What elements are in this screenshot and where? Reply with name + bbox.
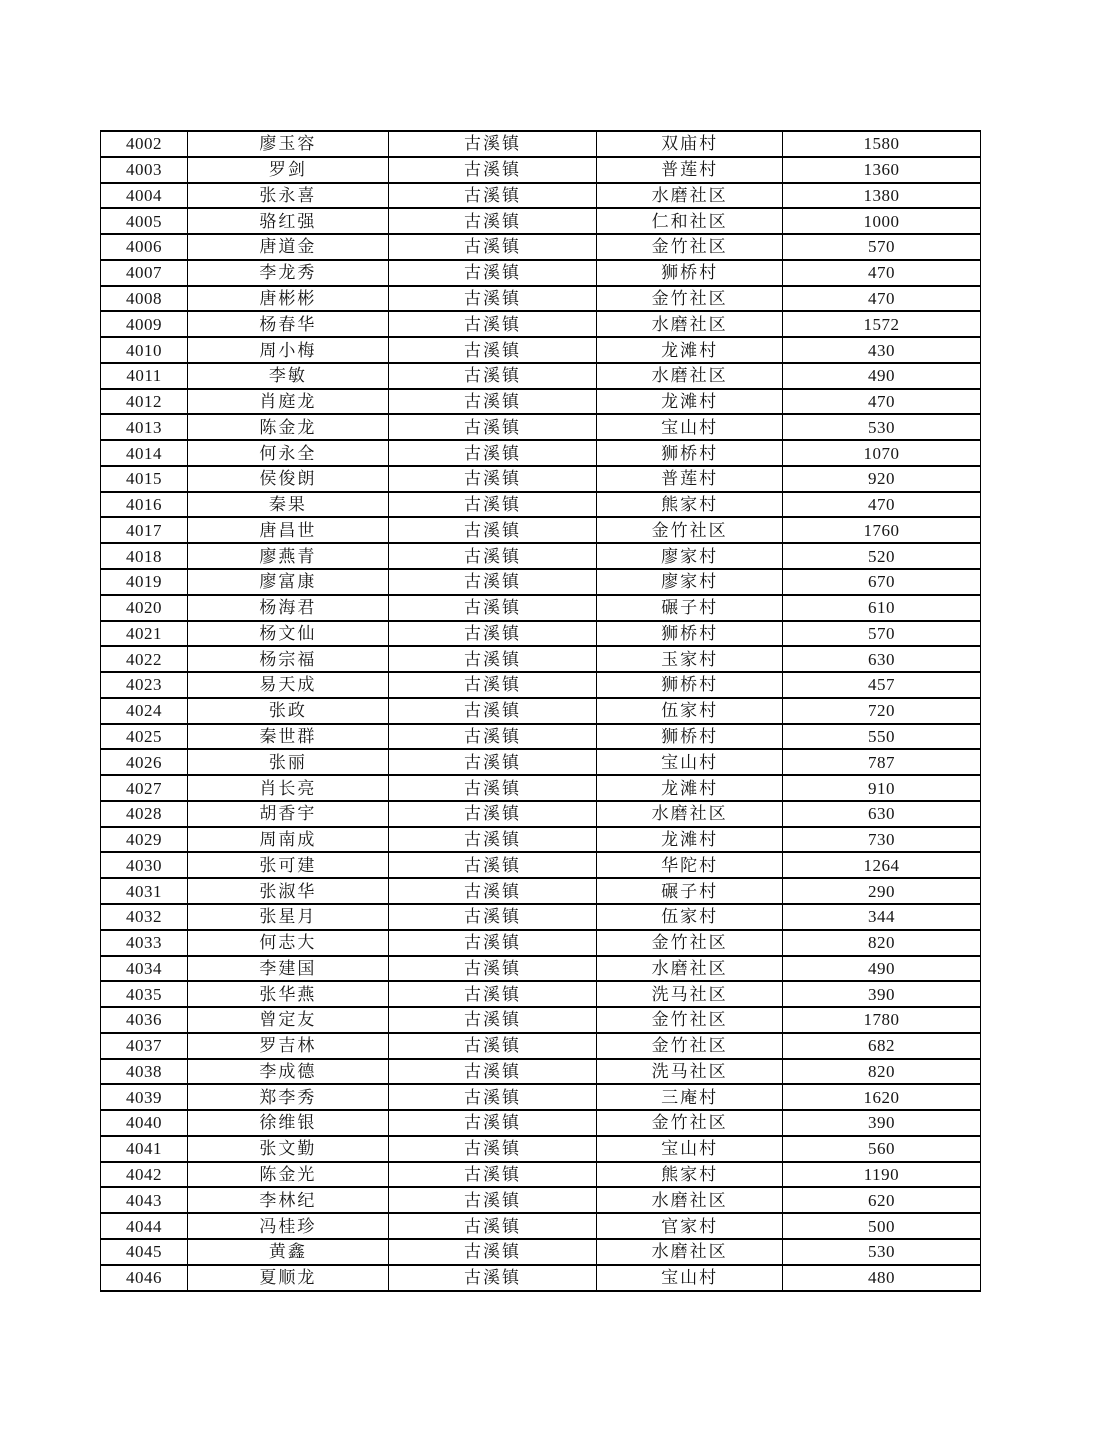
cell-village: 廖家村 bbox=[597, 569, 783, 595]
cell-id: 4004 bbox=[101, 183, 188, 209]
cell-village: 水磨社区 bbox=[597, 363, 783, 389]
cell-id: 4026 bbox=[101, 749, 188, 775]
table-row bbox=[101, 904, 981, 930]
cell-id: 4033 bbox=[101, 930, 188, 956]
table-row bbox=[101, 234, 981, 260]
cell-amount: 490 bbox=[782, 363, 980, 389]
cell-village: 金竹社区 bbox=[597, 234, 783, 260]
cell-name: 罗吉林 bbox=[188, 1033, 389, 1059]
cell-village: 华陀村 bbox=[597, 852, 783, 878]
cell-id: 4043 bbox=[101, 1187, 188, 1213]
cell-name: 冯桂珍 bbox=[188, 1213, 389, 1239]
cell-id: 4044 bbox=[101, 1213, 188, 1239]
cell-village: 水磨社区 bbox=[597, 956, 783, 982]
table-row bbox=[101, 1162, 981, 1188]
cell-name: 陈金龙 bbox=[188, 414, 389, 440]
cell-name: 杨文仙 bbox=[188, 621, 389, 647]
cell-village: 水磨社区 bbox=[597, 311, 783, 337]
cell-village: 普莲村 bbox=[597, 157, 783, 183]
table-row bbox=[101, 930, 981, 956]
cell-village: 狮桥村 bbox=[597, 440, 783, 466]
cell-village: 狮桥村 bbox=[597, 672, 783, 698]
cell-village: 水磨社区 bbox=[597, 183, 783, 209]
table-row bbox=[101, 878, 981, 904]
cell-amount: 1000 bbox=[782, 208, 980, 234]
cell-id: 4045 bbox=[101, 1239, 188, 1265]
cell-name: 秦果 bbox=[188, 492, 389, 518]
cell-name: 杨海君 bbox=[188, 595, 389, 621]
cell-amount: 630 bbox=[782, 801, 980, 827]
table-row bbox=[101, 1059, 981, 1085]
cell-name: 唐道金 bbox=[188, 234, 389, 260]
cell-town: 古溪镇 bbox=[388, 698, 597, 724]
table-row bbox=[101, 286, 981, 312]
cell-village: 龙滩村 bbox=[597, 827, 783, 853]
cell-name: 骆红强 bbox=[188, 208, 389, 234]
cell-amount: 820 bbox=[782, 930, 980, 956]
cell-amount: 720 bbox=[782, 698, 980, 724]
cell-town: 古溪镇 bbox=[388, 749, 597, 775]
table-row bbox=[101, 852, 981, 878]
cell-name: 秦世群 bbox=[188, 724, 389, 750]
cell-town: 古溪镇 bbox=[388, 724, 597, 750]
cell-name: 李林纪 bbox=[188, 1187, 389, 1213]
table-row bbox=[101, 569, 981, 595]
table-row bbox=[101, 698, 981, 724]
cell-id: 4046 bbox=[101, 1265, 188, 1291]
cell-town: 古溪镇 bbox=[388, 517, 597, 543]
cell-town: 古溪镇 bbox=[388, 852, 597, 878]
cell-amount: 1760 bbox=[782, 517, 980, 543]
table-row bbox=[101, 724, 981, 750]
cell-town: 古溪镇 bbox=[388, 1007, 597, 1033]
cell-id: 4011 bbox=[101, 363, 188, 389]
table-row bbox=[101, 492, 981, 518]
cell-name: 唐昌世 bbox=[188, 517, 389, 543]
table-row bbox=[101, 646, 981, 672]
cell-name: 罗剑 bbox=[188, 157, 389, 183]
cell-village: 狮桥村 bbox=[597, 621, 783, 647]
cell-village: 宝山村 bbox=[597, 414, 783, 440]
cell-amount: 390 bbox=[782, 981, 980, 1007]
cell-village: 水磨社区 bbox=[597, 801, 783, 827]
cell-town: 古溪镇 bbox=[388, 1059, 597, 1085]
cell-village: 金竹社区 bbox=[597, 517, 783, 543]
cell-id: 4006 bbox=[101, 234, 188, 260]
cell-name: 张文勤 bbox=[188, 1136, 389, 1162]
cell-name: 廖玉容 bbox=[188, 131, 389, 157]
cell-name: 杨春华 bbox=[188, 311, 389, 337]
cell-id: 4017 bbox=[101, 517, 188, 543]
cell-amount: 730 bbox=[782, 827, 980, 853]
cell-amount: 430 bbox=[782, 337, 980, 363]
table-row bbox=[101, 595, 981, 621]
cell-village: 伍家村 bbox=[597, 904, 783, 930]
cell-id: 4016 bbox=[101, 492, 188, 518]
cell-amount: 470 bbox=[782, 286, 980, 312]
cell-amount: 1360 bbox=[782, 157, 980, 183]
cell-id: 4002 bbox=[101, 131, 188, 157]
cell-id: 4035 bbox=[101, 981, 188, 1007]
cell-town: 古溪镇 bbox=[388, 1033, 597, 1059]
cell-amount: 610 bbox=[782, 595, 980, 621]
cell-village: 碾子村 bbox=[597, 878, 783, 904]
cell-id: 4038 bbox=[101, 1059, 188, 1085]
cell-name: 郑李秀 bbox=[188, 1084, 389, 1110]
cell-amount: 480 bbox=[782, 1265, 980, 1291]
cell-town: 古溪镇 bbox=[388, 286, 597, 312]
cell-id: 4031 bbox=[101, 878, 188, 904]
table-row bbox=[101, 1213, 981, 1239]
cell-town: 古溪镇 bbox=[388, 595, 597, 621]
cell-id: 4020 bbox=[101, 595, 188, 621]
cell-id: 4010 bbox=[101, 337, 188, 363]
cell-town: 古溪镇 bbox=[388, 569, 597, 595]
cell-id: 4007 bbox=[101, 260, 188, 286]
cell-village: 熊家村 bbox=[597, 1162, 783, 1188]
cell-town: 古溪镇 bbox=[388, 827, 597, 853]
cell-amount: 570 bbox=[782, 234, 980, 260]
cell-amount: 390 bbox=[782, 1110, 980, 1136]
cell-id: 4029 bbox=[101, 827, 188, 853]
table-row bbox=[101, 517, 981, 543]
cell-village: 龙滩村 bbox=[597, 775, 783, 801]
cell-id: 4041 bbox=[101, 1136, 188, 1162]
cell-name: 何志大 bbox=[188, 930, 389, 956]
cell-town: 古溪镇 bbox=[388, 311, 597, 337]
cell-name: 李龙秀 bbox=[188, 260, 389, 286]
cell-town: 古溪镇 bbox=[388, 363, 597, 389]
cell-village: 宝山村 bbox=[597, 1265, 783, 1291]
cell-id: 4005 bbox=[101, 208, 188, 234]
cell-name: 张政 bbox=[188, 698, 389, 724]
cell-amount: 457 bbox=[782, 672, 980, 698]
cell-town: 古溪镇 bbox=[388, 775, 597, 801]
table-row bbox=[101, 363, 981, 389]
cell-amount: 1264 bbox=[782, 852, 980, 878]
cell-amount: 470 bbox=[782, 389, 980, 415]
cell-name: 李建国 bbox=[188, 956, 389, 982]
cell-amount: 630 bbox=[782, 646, 980, 672]
cell-name: 肖庭龙 bbox=[188, 389, 389, 415]
cell-town: 古溪镇 bbox=[388, 183, 597, 209]
table-row bbox=[101, 1136, 981, 1162]
cell-village: 官家村 bbox=[597, 1213, 783, 1239]
cell-id: 4024 bbox=[101, 698, 188, 724]
cell-name: 何永全 bbox=[188, 440, 389, 466]
cell-id: 4034 bbox=[101, 956, 188, 982]
cell-village: 狮桥村 bbox=[597, 724, 783, 750]
cell-id: 4030 bbox=[101, 852, 188, 878]
table-row bbox=[101, 621, 981, 647]
cell-town: 古溪镇 bbox=[388, 260, 597, 286]
table-row bbox=[101, 672, 981, 698]
cell-town: 古溪镇 bbox=[388, 440, 597, 466]
cell-village: 三庵村 bbox=[597, 1084, 783, 1110]
cell-amount: 550 bbox=[782, 724, 980, 750]
cell-id: 4023 bbox=[101, 672, 188, 698]
cell-amount: 910 bbox=[782, 775, 980, 801]
cell-town: 古溪镇 bbox=[388, 1213, 597, 1239]
cell-town: 古溪镇 bbox=[388, 466, 597, 492]
cell-name: 张可建 bbox=[188, 852, 389, 878]
table-row bbox=[101, 337, 981, 363]
cell-id: 4019 bbox=[101, 569, 188, 595]
cell-town: 古溪镇 bbox=[388, 1084, 597, 1110]
table-row bbox=[101, 801, 981, 827]
cell-name: 黄鑫 bbox=[188, 1239, 389, 1265]
table-row bbox=[101, 1007, 981, 1033]
table-row bbox=[101, 1239, 981, 1265]
cell-id: 4028 bbox=[101, 801, 188, 827]
cell-id: 4037 bbox=[101, 1033, 188, 1059]
cell-id: 4032 bbox=[101, 904, 188, 930]
cell-id: 4012 bbox=[101, 389, 188, 415]
cell-village: 金竹社区 bbox=[597, 930, 783, 956]
cell-name: 张淑华 bbox=[188, 878, 389, 904]
cell-name: 张丽 bbox=[188, 749, 389, 775]
cell-id: 4027 bbox=[101, 775, 188, 801]
table-row bbox=[101, 389, 981, 415]
cell-amount: 620 bbox=[782, 1187, 980, 1213]
cell-amount: 470 bbox=[782, 260, 980, 286]
cell-town: 古溪镇 bbox=[388, 981, 597, 1007]
cell-amount: 920 bbox=[782, 466, 980, 492]
cell-town: 古溪镇 bbox=[388, 801, 597, 827]
table-row bbox=[101, 1084, 981, 1110]
cell-amount: 1380 bbox=[782, 183, 980, 209]
cell-village: 洗马社区 bbox=[597, 981, 783, 1007]
cell-village: 水磨社区 bbox=[597, 1239, 783, 1265]
cell-village: 龙滩村 bbox=[597, 389, 783, 415]
cell-id: 4015 bbox=[101, 466, 188, 492]
cell-name: 侯俊朗 bbox=[188, 466, 389, 492]
table-row bbox=[101, 414, 981, 440]
cell-town: 古溪镇 bbox=[388, 930, 597, 956]
cell-village: 双庙村 bbox=[597, 131, 783, 157]
cell-town: 古溪镇 bbox=[388, 1265, 597, 1291]
table-row bbox=[101, 749, 981, 775]
cell-town: 古溪镇 bbox=[388, 543, 597, 569]
cell-amount: 290 bbox=[782, 878, 980, 904]
cell-town: 古溪镇 bbox=[388, 621, 597, 647]
table-row bbox=[101, 1110, 981, 1136]
cell-id: 4036 bbox=[101, 1007, 188, 1033]
cell-id: 4040 bbox=[101, 1110, 188, 1136]
cell-village: 洗马社区 bbox=[597, 1059, 783, 1085]
cell-name: 徐维银 bbox=[188, 1110, 389, 1136]
table-row bbox=[101, 775, 981, 801]
cell-amount: 560 bbox=[782, 1136, 980, 1162]
cell-village: 金竹社区 bbox=[597, 1033, 783, 1059]
cell-amount: 344 bbox=[782, 904, 980, 930]
cell-town: 古溪镇 bbox=[388, 1187, 597, 1213]
cell-amount: 470 bbox=[782, 492, 980, 518]
cell-village: 廖家村 bbox=[597, 543, 783, 569]
cell-amount: 820 bbox=[782, 1059, 980, 1085]
cell-town: 古溪镇 bbox=[388, 1110, 597, 1136]
cell-village: 普莲村 bbox=[597, 466, 783, 492]
cell-village: 金竹社区 bbox=[597, 286, 783, 312]
cell-amount: 787 bbox=[782, 749, 980, 775]
cell-name: 夏顺龙 bbox=[188, 1265, 389, 1291]
cell-town: 古溪镇 bbox=[388, 389, 597, 415]
cell-town: 古溪镇 bbox=[388, 1239, 597, 1265]
cell-town: 古溪镇 bbox=[388, 904, 597, 930]
cell-amount: 570 bbox=[782, 621, 980, 647]
cell-town: 古溪镇 bbox=[388, 672, 597, 698]
table-row bbox=[101, 260, 981, 286]
cell-name: 杨宗福 bbox=[188, 646, 389, 672]
cell-name: 张星月 bbox=[188, 904, 389, 930]
table-row bbox=[101, 1187, 981, 1213]
table-row bbox=[101, 440, 981, 466]
cell-village: 宝山村 bbox=[597, 749, 783, 775]
cell-amount: 1572 bbox=[782, 311, 980, 337]
roster-table bbox=[100, 130, 981, 1292]
cell-id: 4008 bbox=[101, 286, 188, 312]
table-row bbox=[101, 981, 981, 1007]
table-row bbox=[101, 208, 981, 234]
table-row bbox=[101, 157, 981, 183]
cell-amount: 1070 bbox=[782, 440, 980, 466]
cell-amount: 520 bbox=[782, 543, 980, 569]
cell-name: 曾定友 bbox=[188, 1007, 389, 1033]
cell-town: 古溪镇 bbox=[388, 878, 597, 904]
cell-town: 古溪镇 bbox=[388, 1162, 597, 1188]
table-row bbox=[101, 183, 981, 209]
cell-id: 4013 bbox=[101, 414, 188, 440]
cell-town: 古溪镇 bbox=[388, 337, 597, 363]
cell-amount: 670 bbox=[782, 569, 980, 595]
cell-village: 水磨社区 bbox=[597, 1187, 783, 1213]
cell-village: 金竹社区 bbox=[597, 1110, 783, 1136]
cell-amount: 1190 bbox=[782, 1162, 980, 1188]
cell-id: 4009 bbox=[101, 311, 188, 337]
cell-village: 玉家村 bbox=[597, 646, 783, 672]
table-row bbox=[101, 466, 981, 492]
cell-name: 廖燕青 bbox=[188, 543, 389, 569]
cell-amount: 500 bbox=[782, 1213, 980, 1239]
cell-name: 周小梅 bbox=[188, 337, 389, 363]
cell-village: 伍家村 bbox=[597, 698, 783, 724]
cell-id: 4018 bbox=[101, 543, 188, 569]
cell-name: 周南成 bbox=[188, 827, 389, 853]
cell-amount: 1580 bbox=[782, 131, 980, 157]
cell-name: 唐彬彬 bbox=[188, 286, 389, 312]
cell-village: 熊家村 bbox=[597, 492, 783, 518]
table-row bbox=[101, 311, 981, 337]
table-row bbox=[101, 827, 981, 853]
cell-town: 古溪镇 bbox=[388, 157, 597, 183]
table-row bbox=[101, 131, 981, 157]
cell-id: 4003 bbox=[101, 157, 188, 183]
cell-name: 李敏 bbox=[188, 363, 389, 389]
table-row bbox=[101, 1033, 981, 1059]
cell-id: 4021 bbox=[101, 621, 188, 647]
cell-id: 4022 bbox=[101, 646, 188, 672]
cell-village: 狮桥村 bbox=[597, 260, 783, 286]
cell-name: 易天成 bbox=[188, 672, 389, 698]
cell-name: 胡香宇 bbox=[188, 801, 389, 827]
cell-name: 张华燕 bbox=[188, 981, 389, 1007]
table-row bbox=[101, 956, 981, 982]
cell-amount: 490 bbox=[782, 956, 980, 982]
cell-amount: 682 bbox=[782, 1033, 980, 1059]
cell-name: 张永喜 bbox=[188, 183, 389, 209]
cell-town: 古溪镇 bbox=[388, 492, 597, 518]
cell-name: 肖长亮 bbox=[188, 775, 389, 801]
cell-town: 古溪镇 bbox=[388, 208, 597, 234]
cell-village: 金竹社区 bbox=[597, 1007, 783, 1033]
cell-name: 廖富康 bbox=[188, 569, 389, 595]
cell-amount: 530 bbox=[782, 414, 980, 440]
cell-town: 古溪镇 bbox=[388, 131, 597, 157]
cell-id: 4039 bbox=[101, 1084, 188, 1110]
cell-town: 古溪镇 bbox=[388, 414, 597, 440]
table-row bbox=[101, 1265, 981, 1291]
cell-town: 古溪镇 bbox=[388, 1136, 597, 1162]
cell-village: 宝山村 bbox=[597, 1136, 783, 1162]
cell-amount: 1620 bbox=[782, 1084, 980, 1110]
cell-name: 李成德 bbox=[188, 1059, 389, 1085]
cell-town: 古溪镇 bbox=[388, 956, 597, 982]
cell-town: 古溪镇 bbox=[388, 234, 597, 260]
cell-id: 4014 bbox=[101, 440, 188, 466]
table-row bbox=[101, 543, 981, 569]
cell-village: 龙滩村 bbox=[597, 337, 783, 363]
cell-amount: 530 bbox=[782, 1239, 980, 1265]
cell-name: 陈金光 bbox=[188, 1162, 389, 1188]
cell-id: 4042 bbox=[101, 1162, 188, 1188]
cell-village: 仁和社区 bbox=[597, 208, 783, 234]
cell-amount: 1780 bbox=[782, 1007, 980, 1033]
cell-id: 4025 bbox=[101, 724, 188, 750]
cell-village: 碾子村 bbox=[597, 595, 783, 621]
cell-town: 古溪镇 bbox=[388, 646, 597, 672]
roster-table-body bbox=[101, 131, 981, 1291]
